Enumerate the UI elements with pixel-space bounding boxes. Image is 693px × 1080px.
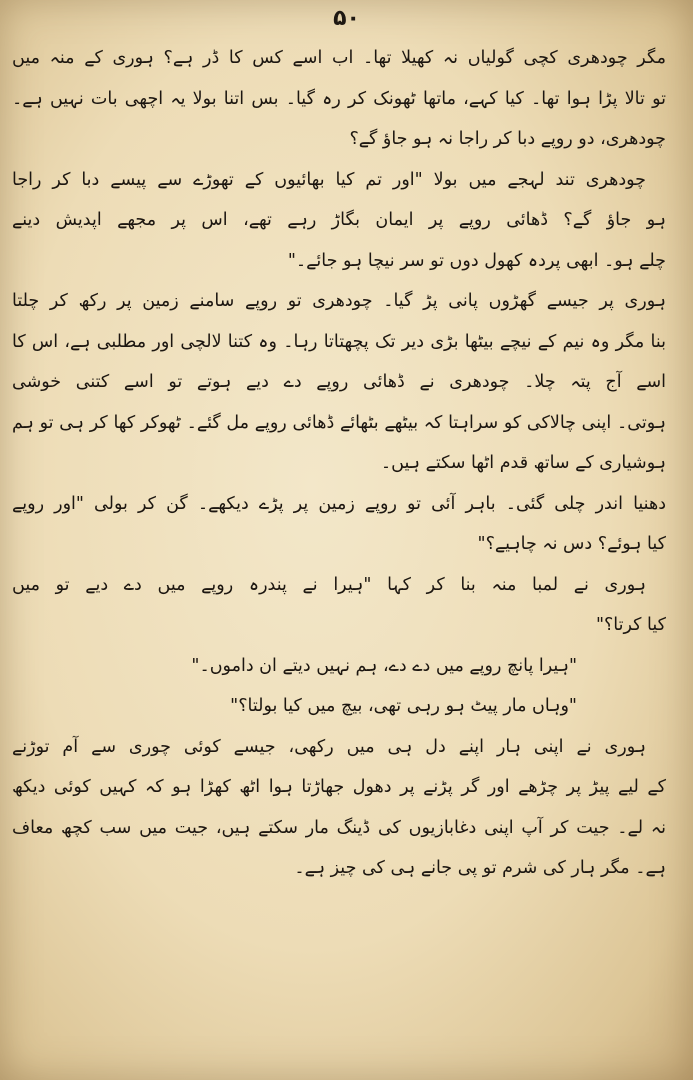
text-line: ہوشیاری کے ساتھ قدم اٹھا سکتے ہیں۔ [380,453,666,473]
text-line: ہوری نے اپنی ہار اپنے دل ہی میں رکھی، جیسے کوئی چوری سے آم توڑنے [12,736,646,757]
text-line: تو تالا پڑا ہوا تھا۔ کیا کہے، ماتھا ٹھونک کر رہ گیا۔ بس اتنا بولا یہ اچھی بات نہیں ہے۔ [12,88,666,109]
text-line: ہوری پر جیسے گھڑوں پانی پڑ گیا۔ چودھری تو روپے سامنے زمین پر رکھ کر چلتا [12,291,666,311]
text-line: ہوری نے لمبا منہ بنا کر کہا "ہیرا نے پندرہ روپے میں دے دیے تو میں [12,574,646,595]
text-line: ہوتی۔ اپنی چالاکی کو سراہتا کہ بیٹھے بٹھائے ڈھائی روپے مل گئے۔ ٹھوکر کھا کر ہی تو ہم [12,412,666,433]
text-line: کیا ہوئے؟ دس نہ چاہیے؟" [477,534,666,554]
page-number: ۵۰ [333,6,360,31]
text-line: چلے ہو۔ ابھی پردہ کھول دوں تو سر نیچا ہو جائے۔" [287,250,666,271]
text-line: ہے۔ مگر ہار کی شرم تو پی جانے ہی کی چیز ہے۔ [294,858,666,878]
text-line: اسے آج پتہ چلا۔ چودھری نے ڈھائی روپے دے دیے ہوتے تو اسے کتنی خوشی [12,372,666,392]
body-text [12,38,672,889]
text-line: مگر چودھری کچی گولیاں نہ کھیلا تھا۔ اب اسے کس کا ڈر ہے؟ ہوری کے منہ میں [12,48,666,68]
text-line: کے لیے پیڑ پر چڑھے اور گر پڑنے پر دھول جھاڑتا ہوا اٹھ کھڑا ہو کہ کہیں کوئی دیکھ [12,777,666,797]
text-line: نہ لے۔ جیت کر آپ اپنی دغابازیوں کی ڈینگ مار سکتے ہیں، جیت میں سب کچھ معاف [12,817,666,838]
text-line: چودھری، دو روپے دبا کر راجا نہ ہو جاؤ گے؟ [349,129,666,149]
text-line: "ہیرا پانچ روپے میں دے دے، ہم نہیں دیتے ان داموں۔" [191,655,577,676]
text-line: چودھری تند لہجے میں بولا "اور تم کیا بھائیوں کے تھوڑے سے پیسے دبا کر راجا [12,169,646,190]
text-line: بنا مگر وہ نیم کے نیچے بیٹھا بڑی دیر تک پچھتاتا رہا۔ وہ کتنا لالچی اور مطلبی ہے، اس کا [12,331,666,352]
text-line: "وہاں مار پیٹ ہو رہی تھی، بیچ میں کیا بولتا؟" [230,696,577,716]
text-line: کیا کرتا؟" [595,615,666,635]
text-line: دھنیا اندر چلی گئی۔ باہر آئی تو روپے زمین پر پڑے دیکھے۔ گن کر بولی "اور روپے [12,493,666,514]
text-line: ہو جاؤ گے؟ ڈھائی روپے پر ایمان بگاڑ رہے تھے، اس پر مجھے اپدیش دینے [12,210,666,230]
